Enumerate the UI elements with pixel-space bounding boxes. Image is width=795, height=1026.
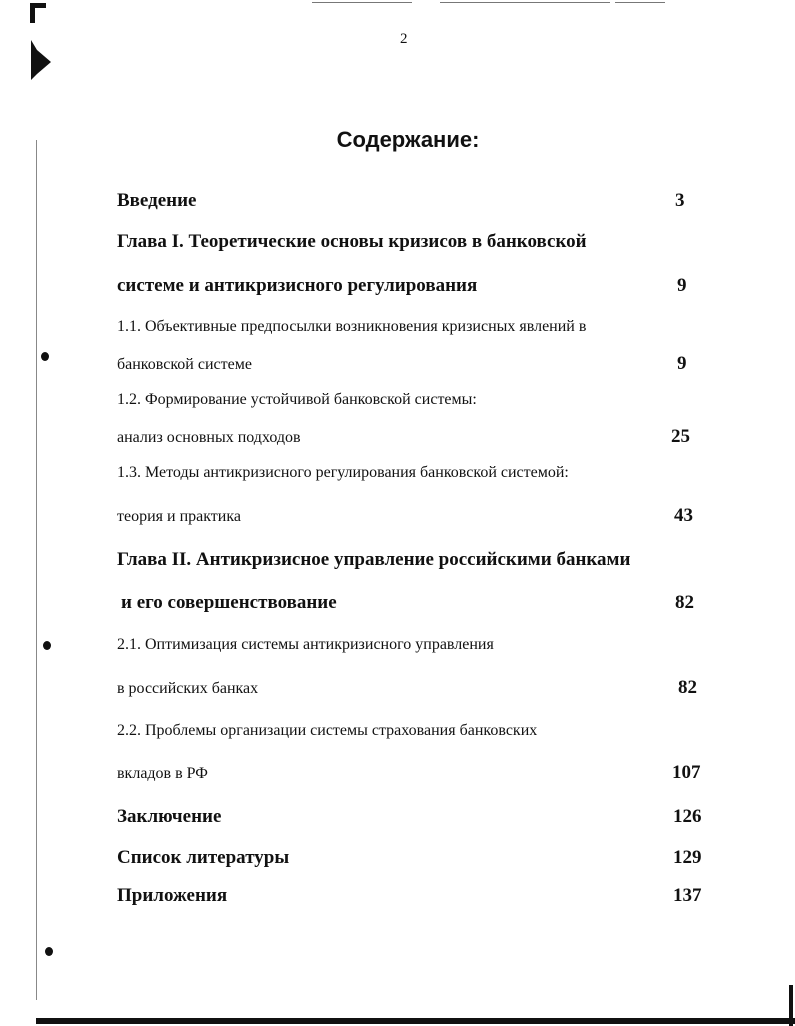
toc-ch2-line2: и его совершенствование xyxy=(121,592,337,613)
toc-s1-2-page: 25 xyxy=(671,426,690,447)
toc-ch2-page: 82 xyxy=(675,592,694,613)
toc-intro-page: 3 xyxy=(675,190,685,211)
scan-bottom-bar xyxy=(36,1018,795,1024)
toc-s2-2-line2: вкладов в РФ xyxy=(117,765,208,782)
toc-s1-2-line1: 1.2. Формирование устойчивой банковской системы: xyxy=(117,391,477,408)
scan-corner-mark xyxy=(30,3,50,23)
toc-s1-1-line2: банковской системе xyxy=(117,356,252,373)
toc-s1-2-line2: анализ основных подходов xyxy=(117,429,301,446)
toc-ch2-line1: Глава II. Антикризисное управление российскими банками xyxy=(117,549,631,570)
toc-intro-label: Введение xyxy=(117,190,197,211)
scan-edge-line xyxy=(36,140,37,1000)
toc-s2-2-line1: 2.2. Проблемы организации системы страхования банковских xyxy=(117,722,538,739)
page-title: Содержание: xyxy=(336,127,480,152)
toc-s1-1-line1: 1.1. Объективные предпосылки возникновения кризисных явлений в xyxy=(117,318,587,335)
scan-artifact-line xyxy=(312,2,412,3)
scan-dot xyxy=(45,947,53,956)
scan-artifact-line xyxy=(440,2,610,3)
scan-dot xyxy=(43,641,51,650)
scan-dot xyxy=(41,352,49,361)
toc-appendices-label: Приложения xyxy=(117,885,228,906)
toc-references-page: 129 xyxy=(673,847,702,868)
scan-right-edge xyxy=(789,985,793,1026)
toc-s1-1-page: 9 xyxy=(677,353,687,374)
toc-s2-1-page: 82 xyxy=(678,677,697,698)
toc-s2-1-line1: 2.1. Оптимизация системы антикризисного управления xyxy=(117,636,494,653)
toc-appendices-page: 137 xyxy=(673,885,702,906)
toc-references-label: Список литературы xyxy=(117,847,290,868)
toc-ch1-page: 9 xyxy=(677,275,687,296)
toc-s1-3-line1: 1.3. Методы антикризисного регулирования банковской системой: xyxy=(117,464,569,481)
toc-s2-1-line2: в российских банках xyxy=(117,680,259,697)
scan-artifact-line xyxy=(615,2,665,3)
toc-s2-2-page: 107 xyxy=(672,762,701,783)
toc-s1-3-line2: теория и практика xyxy=(117,508,241,525)
scan-triangle-mark xyxy=(31,40,53,80)
page-number: 2 xyxy=(400,31,408,47)
toc-conclusion-page: 126 xyxy=(673,806,702,827)
toc-s1-3-page: 43 xyxy=(674,505,693,526)
toc-ch1-line2: системе и антикризисного регулирования xyxy=(117,275,478,296)
toc-ch1-line1: Глава I. Теоретические основы кризисов в банковской xyxy=(117,231,587,252)
toc-conclusion-label: Заключение xyxy=(117,806,222,827)
